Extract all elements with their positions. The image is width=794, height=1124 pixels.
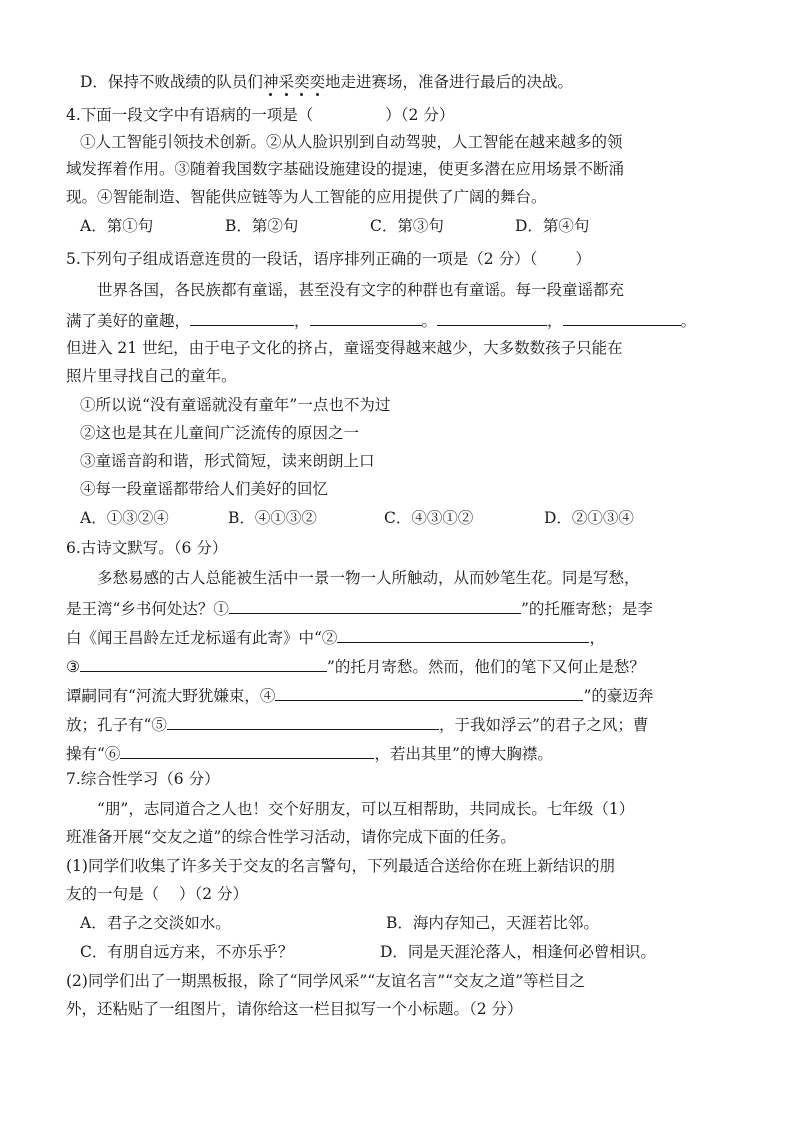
q5-sentence: ②这也是其在儿童间广泛流传的原因之一 [80,424,360,442]
q7-option-d[interactable]: D．同是天涯沦落人，相逢何必曾相识。 [380,943,656,961]
q4-passage-line: 现。④智能制造、智能供应链等为人工智能的应用提供了广阔的舞台。 [66,188,547,206]
q5-passage-line: 世界各国，各民族都有童谣，甚至没有文字的种群也有童谣。每一段童谣都充 [97,281,625,299]
q7-sub2-line: (2)同学们出了一期黑板报，除了“同学风采”“友谊名言”“交友之道”等栏目之 [66,972,586,990]
q4-stem: 4.下面一段文字中有语病的一项是（ ）（2 分） [66,106,455,124]
q7-sub1-line: 友的一句是（ ）（2 分） [66,885,249,903]
q7-intro-line: 班准备开展“交友之道”的综合性学习活动，请你完成下面的任务。 [66,828,516,846]
q5-passage-line: 满了美好的童趣， ， 。 ， 。 [66,308,746,332]
q4-option-a[interactable]: A．第①句 [80,217,154,235]
fill-blank-3[interactable] [80,654,327,672]
q6-line: 谭嗣同有“河流大野犹嫌束，④ ”的豪迈奔 [66,683,746,707]
fill-blank-6[interactable] [120,741,374,759]
q5-sentence: ④每一段童谣都带给人们美好的回忆 [80,480,329,498]
q3-option-d: D．保持不败战绩的队员们神采奕奕地走进赛场，准备进行最后的决战。 [80,73,574,91]
q6-line: 操有“⑥ ，若出其里”的博大胸襟。 [66,741,746,765]
q6-line: 是王湾“乡书何处达？① ”的托雁寄愁；是李 [66,596,746,620]
q4-option-b[interactable]: B．第②句 [225,217,299,235]
q4-options [80,215,760,237]
q7-options-row [80,912,760,934]
q5-sentence: ③童谣音韵和谐，形式简短，读来朗朗上口 [80,452,375,470]
blank-3[interactable] [437,308,547,326]
dotted-char: 采 [278,73,294,91]
q6-line: ③ ”的托月寄愁。然而，他们的笔下又何止是愁？ [66,654,746,678]
q6-line: 白《闻王昌龄左迁龙标遥有此寄》中“② ， [66,625,746,649]
q5-option-a[interactable]: A．①③②④ [80,509,169,527]
q5-passage-line: 照片里寻找自己的童年。 [66,367,237,385]
dotted-char: 奕 [309,73,325,91]
q4-option-d[interactable]: D．第④句 [515,217,590,235]
q7-option-a[interactable]: A．君子之交淡如水。 [80,914,231,932]
q4-passage-line: 域发挥着作用。③随着我国数字基础设施建设的提速，使更多潜在应用场景不断涌 [66,160,625,178]
q7-options-row [80,941,760,963]
q7-sub2-line: 外，还粘贴了一组图片，请你给这一栏目拟写一个小标题。（2 分） [66,1000,523,1018]
fill-blank-4[interactable] [275,683,583,701]
blank-1[interactable] [190,308,294,326]
q4-option-c[interactable]: C．第③句 [370,217,444,235]
fill-blank-1[interactable] [229,596,521,614]
blank-4[interactable] [563,308,681,326]
q6-line: 放；孔子有“⑤ ，于我如浮云”的君子之风；曹 [66,712,746,736]
q5-stem: 5.下列句子组成语意连贯的一段话，语序排列正确的一项是（2 分）（ ） [66,250,591,268]
q5-passage-line: 但进入 21 世纪，由于电子文化的挤占，童谣变得越来越少，大多数数孩子只能在 [66,339,623,357]
dotted-char: 奕 [293,73,310,91]
q5-sentence: ①所以说“没有童谣就没有童年”一点也不为过 [80,396,391,414]
q7-sub1-line: (1)同学们收集了许多关于交友的名言警句，下列最适合送给你在班上新结识的朋 [66,857,615,875]
q5-option-d[interactable]: D．②①③④ [544,509,634,527]
q7-intro-line: “朋”，志同道合之人也！交个好朋友，可以互相帮助，共同成长。七年级（1） [97,800,635,818]
dotted-char: 神 [262,73,279,91]
q6-stem: 6.古诗文默写。（6 分） [66,539,228,557]
q5-option-c[interactable]: C．④③①② [384,509,474,527]
q5-option-b[interactable]: B．④①③② [228,509,317,527]
q6-line: 多愁易感的古人总能被生活中一景一物一人所触动，从而妙笔生花。同是写愁， [97,569,640,587]
q7-option-c[interactable]: C．有朋自远方来，不亦乐乎？ [80,943,294,961]
fill-blank-2[interactable] [337,625,589,643]
fill-blank-5[interactable] [167,712,439,730]
q7-option-b[interactable]: B．海内存知己，天涯若比邻。 [386,914,599,932]
blank-2[interactable] [310,308,422,326]
q4-passage-line: ①人工智能引领技术创新。②从人脸识别到自动驾驶，人工智能在越来越多的领 [80,133,623,151]
q5-options [80,507,760,529]
q7-stem: 7.综合性学习（6 分） [66,770,220,788]
